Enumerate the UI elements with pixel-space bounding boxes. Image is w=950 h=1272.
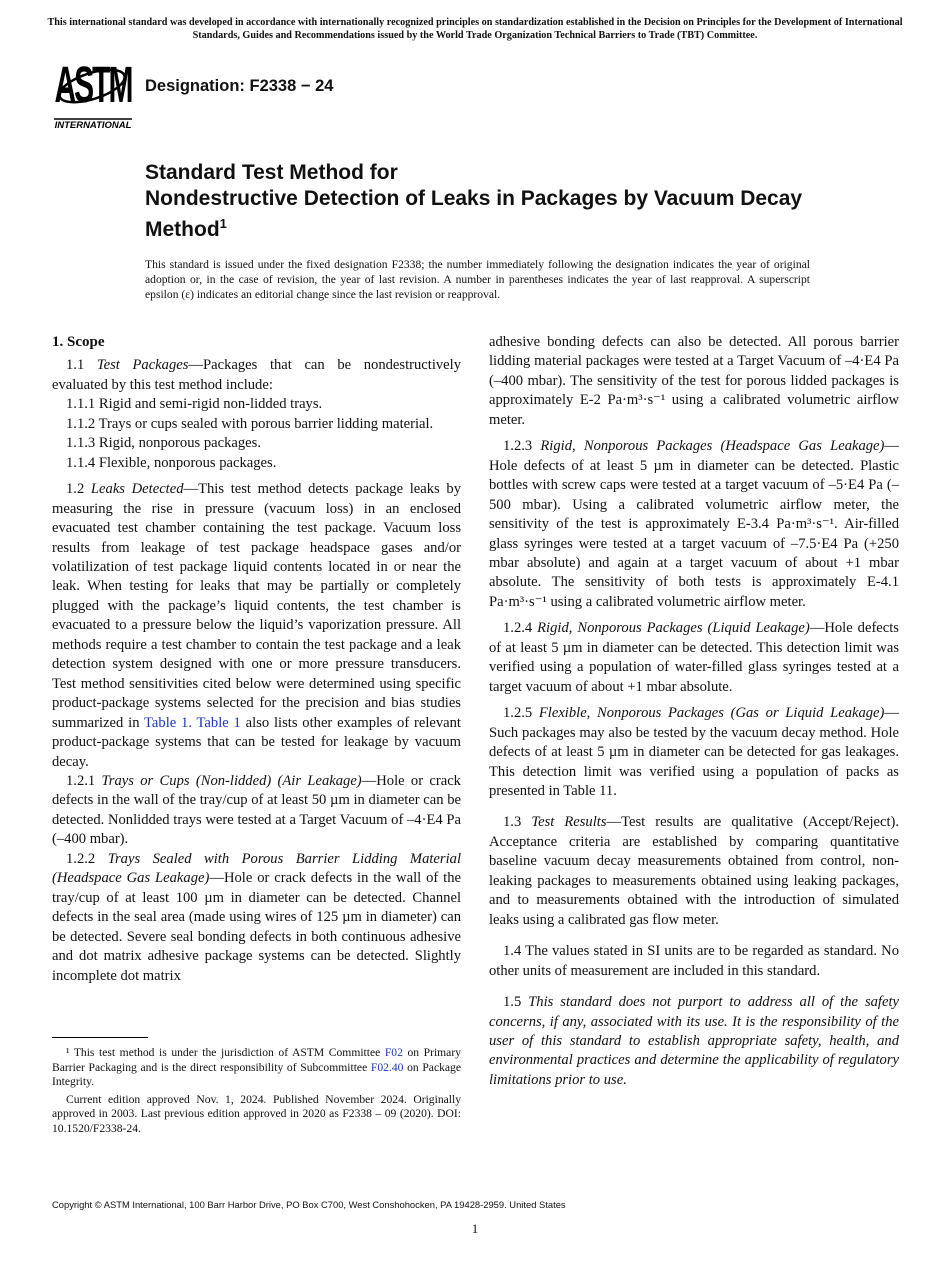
issuance-note: This standard is issued under the fixed designation F2338; the number immediately following the designation indicates the year of original adoption or, in the case of revision, the year of last revision. A number in parentheses indicates the year of last reapproval. A superscript epsilon (ε) indicates an editorial change since the last revision or reapproval.: [145, 258, 810, 301]
para-text: —Such packages may also be tested by the vacuum decay method. Hole defects of at least 5 µm in diameter can be detected for gas leakages. This detection limit was verified using a population of packs as presented in Table 11.: [489, 705, 899, 799]
footnotes: [52, 1046, 461, 1140]
para-title: Test Packages: [96, 357, 189, 374]
paragraph-1-5: [489, 993, 899, 1090]
paragraph-1-1-4: 1.1.4 Flexible, nonporous packages.: [66, 454, 277, 471]
paragraph-1-2: [52, 480, 461, 772]
title-line-1: Standard Test Method for: [145, 161, 398, 184]
para-title: Leaks Detected: [90, 481, 184, 498]
footnote-edition: Current edition approved Nov. 1, 2024. Published November 2024. Originally approved in 2003. Last previous edition approved in 2020 as F2338 – 09 (2020). DOI: 10.1520/F2338-24.: [52, 1092, 461, 1135]
para-text: This standard does not purport to address all of the safety concerns, if any, associated with its use. It is the responsibility of the user of this standard to establish appropriate safety, health, and environmental practices and determine the applicability of regulatory limitations prior to use.: [489, 994, 899, 1088]
para-text: —This test method detects package leaks by measuring the rise in pressure (vacuum loss) in an enclosed evacuated test chamber containing the test package. Vacuum loss results from leakage of test package headspace gases and/or volatilization of test package liquid contents located in or near the leak. When testing for leaks that may be partially or completely plugged with the package’s liquid contents, the test chamber is evacuated to a pressure below the liquid’s vaporization pressure. All methods require a test chamber to contain the test package and a leak detection system designed with one or more pressure transducers. Test method sensitivities cited below were determined using specific product-package systems selected for the precision and bias studies summarized in: [52, 481, 461, 731]
paragraph-1-1-2: 1.1.2 Trays or cups sealed with porous barrier lidding material.: [66, 415, 434, 432]
paragraph-1-2-2: [52, 850, 461, 986]
astm-logo: [52, 56, 134, 130]
para-title: Rigid, Nonporous Packages (Headspace Gas Leakage): [540, 438, 885, 455]
para-num: 1.2.3: [503, 438, 541, 455]
para-text: —Hole defects of at least 5 µm in diameter can be detected. This detection limit was verified using a population of water-filled glass syringes tested at a target vacuum of about +1 mbar absolute.: [489, 620, 899, 695]
para-num: 1.2: [66, 481, 91, 498]
footnote-text: on Primary Barrier Packaging and is the direct responsibility of Subcommittee: [52, 1046, 461, 1074]
title-text: Nondestructive Detection of Leaks in Packages by Vacuum Decay Method: [145, 186, 803, 241]
footnote-divider: [52, 1037, 148, 1038]
footnote-1: [52, 1046, 461, 1090]
para-title: Test Results: [531, 814, 607, 831]
para-title: Flexible, Nonporous Packages (Gas or Liquid Leakage): [538, 705, 885, 722]
paragraph-1-3: [489, 813, 899, 930]
table-1-link[interactable]: Table 1. Table 1: [144, 714, 241, 731]
paragraph-1-1: [52, 356, 461, 395]
para-text: also lists other examples of relevant product-package systems that can be tested for leakage by vacuum decay.: [52, 714, 461, 770]
para-text: —Hole or crack defects in the wall of the tray/cup of at least 50 µm in diameter can be detected. Nonlidded trays were tested at a Target Vacuum of –4·E4 Pa (–400 mbar).: [52, 772, 461, 848]
para-num: 1.3: [503, 814, 532, 831]
svg-text:ASTM: ASTM: [54, 56, 132, 113]
paragraph-1-2-3: [489, 437, 899, 612]
title-footnote-ref: 1: [219, 216, 227, 231]
para-title: Rigid, Nonporous Packages (Liquid Leakage): [537, 620, 810, 637]
page-number: 1: [471, 1221, 479, 1236]
footnote-text: on Package Integrity.: [52, 1060, 461, 1089]
para-num: 1.1: [66, 357, 97, 374]
footnote-text: ¹ This test method is under the jurisdiction of ASTM Committee: [66, 1046, 385, 1059]
document-title: [145, 160, 845, 243]
para-text: —Hole defects of at least 5 µm in diameter can be detected. Plastic bottles with screw caps were tested at a target vacuum of –5·E4 Pa (–500 mbar). Using a calibrated volumetric airflow meter, the sensitivity of the test is approximately E-3.4 Pa·m³·s⁻¹. Air-filled glass syringes were tested at a target vacuum of –7.5·E4 Pa (+250 mbar absolute) and again at a target vacuum of about +1 mbar absolute. The sensitivity of both tests is approximately E-4.1 Pa·m³·s⁻¹ using a calibrated volumetric airflow meter.: [489, 438, 899, 610]
para-text: —Test results are qualitative (Accept/Reject). Acceptance criteria are established by comparing quantitative baseline vacuum decay measurements obtained from control, non-leaking packages to measurements obtained using leaking packages, and to measurements obtained with the introduction of simulated leaks using a calibrated gas flow meter.: [489, 814, 900, 928]
right-column: [489, 333, 899, 1090]
para-num: 1.2.2: [66, 850, 108, 867]
para-title: Trays Sealed with Porous Barrier Lidding Material (Headspace Gas Leakage): [52, 850, 461, 887]
title-line-2: [145, 186, 845, 243]
paragraph-1-1-1: 1.1.1 Rigid and semi-rigid non-lidded trays.: [66, 396, 323, 413]
paragraph-1-1-3: 1.1.3 Rigid, nonporous packages.: [66, 435, 261, 452]
paragraph-1-2-4: [489, 619, 899, 697]
copyright: Copyright © ASTM International, 100 Barr Harbor Drive, PO Box C700, West Conshohocken, PA 19428-2959. United States: [52, 1199, 566, 1210]
para-num: 1.2.4: [503, 620, 538, 637]
header-notice: This international standard was developed in accordance with internationally recognized principles on standardization established in the Decision on Principles for the Development of International Standards, Guides and Recommendations issued by the World Trade Organization Technical Barriers to Trade (TBT) Committee.: [47, 17, 903, 41]
paragraph-1-2-5: [489, 704, 899, 801]
left-column: [52, 333, 461, 986]
para-num: 1.5: [503, 994, 529, 1011]
subcommittee-link[interactable]: F02.40: [370, 1060, 404, 1074]
para-num: 1.2.1: [66, 772, 102, 789]
committee-link[interactable]: F02: [384, 1046, 403, 1059]
para-num: 1.2.5: [503, 705, 539, 722]
section-heading: 1. Scope: [52, 334, 105, 350]
para-text: —Hole or crack defects in the wall of the tray/cup of at least 100 µm in diameter can be detected. Channel defects in the seal area (made using wires of 125 µm in diameter) can be detected. Severe seal bonding defects in both continuous adhesive and dot matrix adhesive package systems can be detected. Slightly incomplete dot matrix: [52, 870, 461, 984]
paragraph-1-4: 1.4 The values stated in SI units are to be regarded as standard. No other units of measurement are included in this standard.: [489, 943, 899, 979]
para-text: —Packages that can be nondestructively evaluated by this test method include:: [52, 357, 462, 393]
svg-text:INTERNATIONAL: INTERNATIONAL: [54, 120, 132, 130]
paragraph-1-2-1: [52, 772, 461, 850]
para-title: Trays or Cups (Non-lidded) (Air Leakage): [101, 772, 362, 789]
paragraph-1-2-2-continued: adhesive bonding defects can also be detected. All porous barrier lidding material packages were tested at a Target Vacuum of –4·E4 Pa (–400 mbar). The sensitivity of the test for porous lidded packages is approximately E-2 Pa·m³·s⁻¹ using a calibrated volumetric airflow meter.: [489, 334, 899, 428]
designation: Designation: F2338 − 24: [145, 77, 334, 95]
